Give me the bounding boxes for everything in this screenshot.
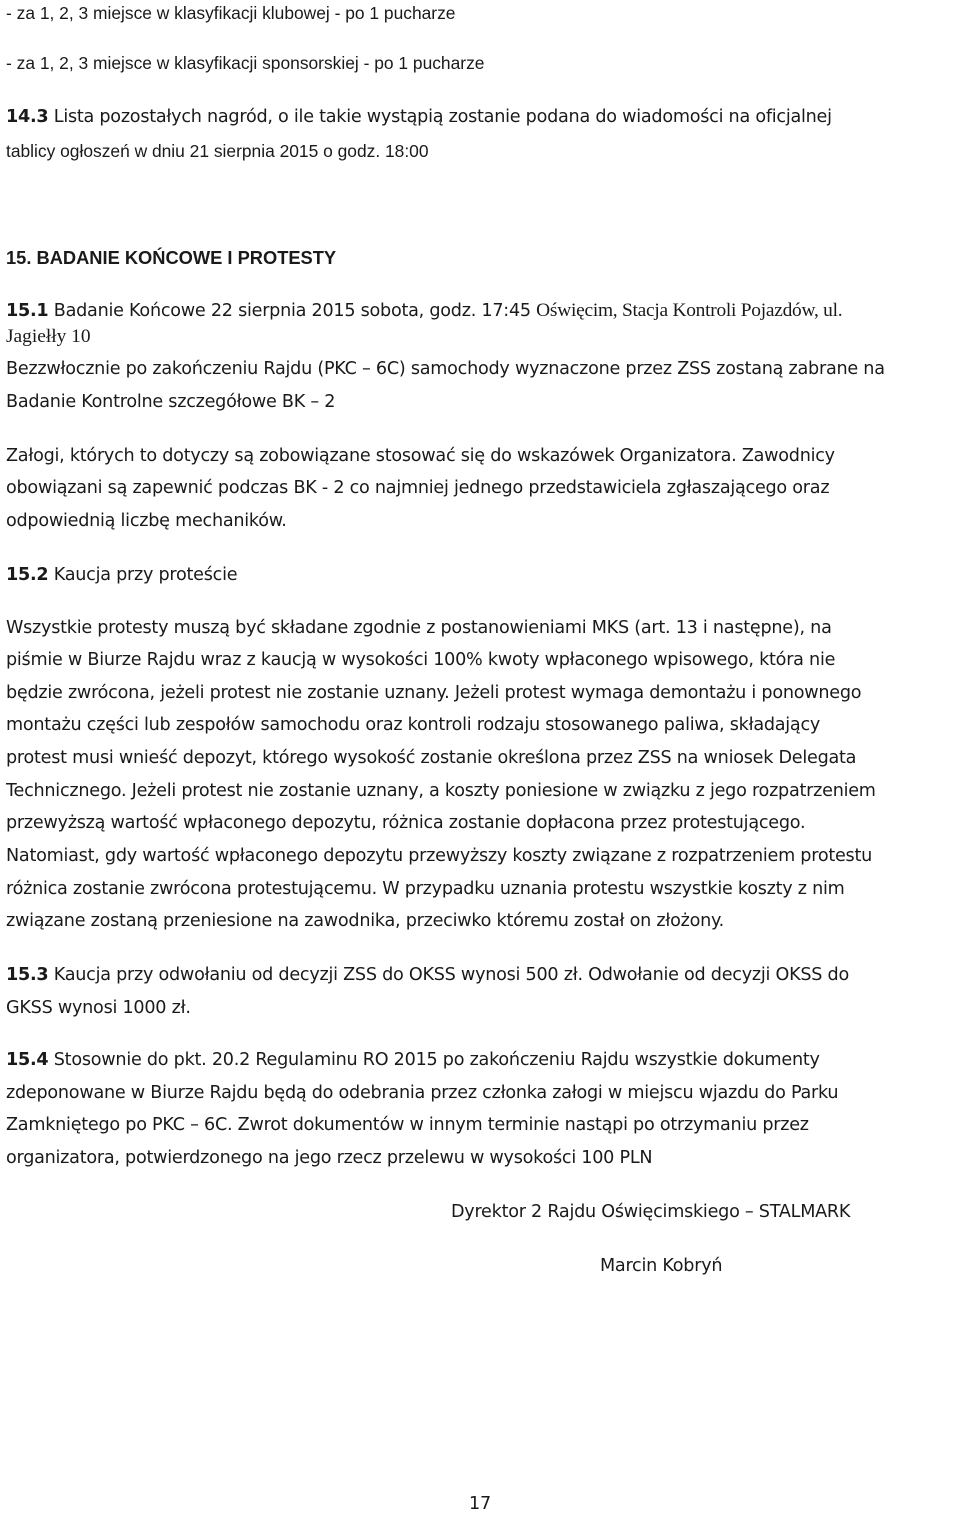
protest-line2: piśmie w Biurze Rajdu wraz z kaucją w wysokości 100% kwoty wpłaconego wpisowego, która nie [6, 650, 836, 670]
location-street: Jagiełły 10 [6, 326, 91, 347]
section-15-4-line3: Zamkniętego po PKC – 6C. Zwrot dokumentów w innym terminie nastąpi po otrzymaniu przez [6, 1115, 809, 1135]
prize-line-club: - za 1, 2, 3 miejsce w klasyfikacji klubowej - po 1 pucharze [6, 3, 456, 23]
section-15-1-line2: Bezzwłocznie po zakończeniu Rajdu (PKC – 6C) samochody wyznaczone przez ZSS zostaną zabrane na [6, 359, 885, 379]
protest-line5: protest musi wnieść depozyt, którego wysokość zostanie określona przez ZSS na wniosek Delegata [6, 748, 857, 768]
signature-name: Marcin Kobryń [600, 1256, 723, 1276]
signature-title: Dyrektor 2 Rajdu Oświęcimskiego – STALMARK [451, 1202, 851, 1222]
section-number: 15.4 [6, 1050, 49, 1070]
section-text: Kaucja przy proteście [48, 565, 238, 585]
section-number: 15.3 [6, 965, 49, 985]
section-number: 14.3 [6, 107, 49, 127]
section-15-3-line1 [6, 962, 849, 988]
protest-line6: Technicznego. Jeżeli protest nie zostanie uznany, a koszty poniesione w związku z jego rozpatrzeniem [6, 781, 876, 801]
page-number: 17 [469, 1494, 491, 1514]
protest-line7: przewyższą wartość wpłaconego depozytu, różnica zostanie dopłacona przez protestującego. [6, 813, 806, 833]
protest-line8: Natomiast, gdy wartość wpłaconego depozytu przewyższy koszty związane z rozpatrzeniem protestu [6, 846, 873, 866]
protest-line3: będzie zwrócona, jeżeli protest nie zostanie uznany. Jeżeli protest wymaga demontażu i ponownego [6, 683, 862, 703]
protest-line9: różnica zostanie zwrócona protestującemu. W przypadku uznania protestu wszystkie koszty z nim [6, 879, 845, 899]
protest-line4: montażu części lub zespołów samochodu oraz kontroli rodzaju stosowanego paliwa, składający [6, 715, 821, 735]
section-text: Kaucja przy odwołaniu od decyzji ZSS do OKSS wynosi 500 zł. Odwołanie od decyzji OKSS do [48, 965, 849, 985]
protest-line1: Wszystkie protesty muszą być składane zgodnie z postanowieniami MKS (art. 13 i następne), na [6, 618, 832, 638]
prize-line-sponsor: - za 1, 2, 3 miejsce w klasyfikacji sponsorskiej - po 1 pucharze [6, 53, 485, 73]
section-14-3-line1 [6, 104, 832, 130]
section-15-1-line1 [6, 298, 842, 324]
section-15-3-line2: GKSS wynosi 1000 zł. [6, 998, 191, 1018]
section-number: 15.1 [6, 301, 49, 321]
section-15-1-line3: Badanie Kontrolne szczegółowe BK – 2 [6, 392, 336, 412]
section-text: Badanie Końcowe 22 sierpnia 2015 sobota, godz. 17:45 [48, 301, 537, 321]
crews-line2: obowiązani są zapewnić podczas BK - 2 co najmniej jednego przedstawiciela zgłaszającego oraz [6, 478, 830, 498]
section-14-3-line2: tablicy ogłoszeń w dniu 21 sierpnia 2015 o godz. 18:00 [6, 141, 429, 161]
crews-line1: Załogi, których to dotyczy są zobowiązane stosować się do wskazówek Organizatora. Zawodnicy [6, 446, 835, 466]
section-15-4-line2: zdeponowane w Biurze Rajdu będą do odebrania przez członka załogi w miejscu wjazdu do Parku [6, 1083, 839, 1103]
section-heading: 15. BADANIE KOŃCOWE I PROTESTY [6, 247, 337, 268]
section-number: 15.2 [6, 565, 49, 585]
section-15-4-line1 [6, 1047, 820, 1073]
protest-line10: związane zostaną przeniesione na zawodnika, przeciwko któremu został on złożony. [6, 911, 725, 931]
section-text: Stosownie do pkt. 20.2 Regulaminu RO 2015 po zakończeniu Rajdu wszystkie dokumenty [48, 1050, 820, 1070]
section-text: Lista pozostałych nagród, o ile takie wystąpią zostanie podana do wiadomości na oficjalnej [48, 107, 832, 127]
crews-line3: odpowiednią liczbę mechaników. [6, 511, 287, 531]
section-15-4-line4: organizatora, potwierdzonego na jego rzecz przelewu w wysokości 100 PLN [6, 1148, 653, 1168]
section-15-2-heading [6, 562, 237, 588]
location-text: Oświęcim, Stacja Kontroli Pojazdów, ul. [536, 300, 843, 321]
